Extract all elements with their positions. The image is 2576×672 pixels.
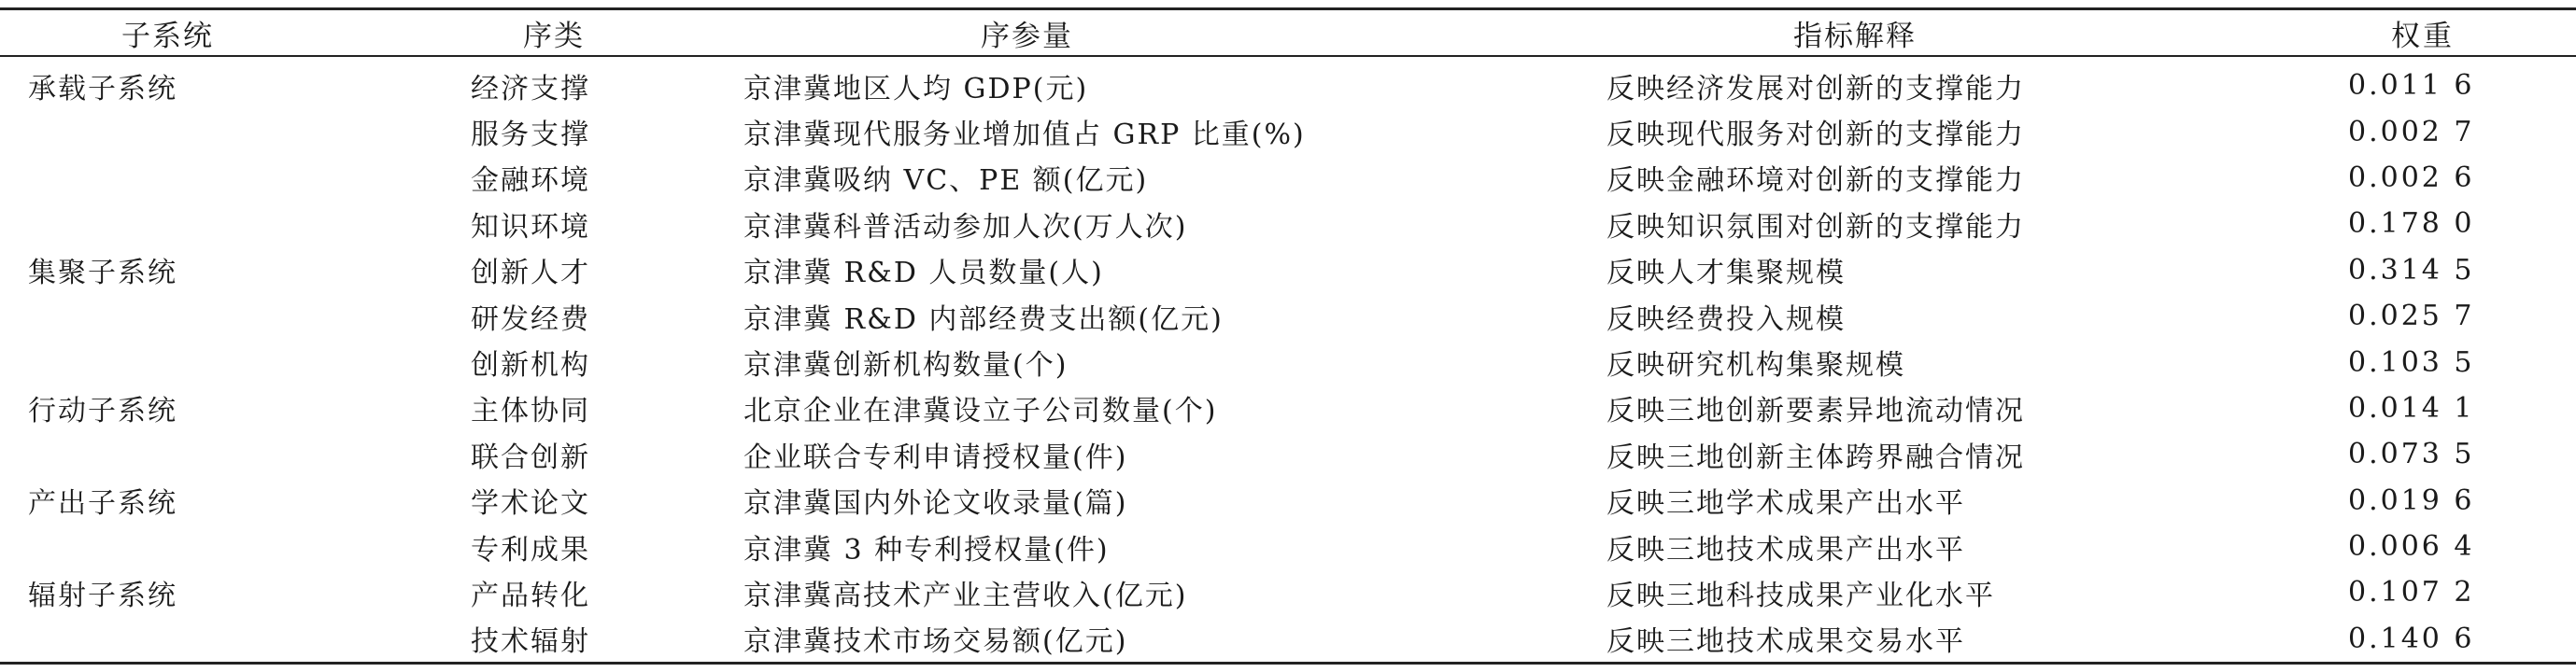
cell-weight: 0.006 4 xyxy=(2348,530,2475,564)
cell-category: 经济支撑 xyxy=(471,72,590,105)
cell-weight: 0.002 7 xyxy=(2348,115,2475,148)
cell-category: 研发经费 xyxy=(471,302,590,336)
cell-explanation: 反映三地创新要素异地流动情况 xyxy=(1606,395,2025,428)
cell-parameter: 京津冀地区人均 GDP(元) xyxy=(743,72,1089,105)
cell-parameter: 京津冀高技术产业主营收入(亿元) xyxy=(743,579,1188,612)
header-explanation: 指标解释 xyxy=(1793,19,1917,53)
cell-parameter: 京津冀科普活动参加人次(万人次) xyxy=(743,210,1188,244)
cell-weight: 0.002 6 xyxy=(2348,161,2475,194)
cell-category: 服务支撑 xyxy=(471,119,590,152)
cell-subsystem xyxy=(0,524,467,569)
indicator-table xyxy=(0,7,2576,665)
table-row xyxy=(0,108,2576,154)
cell-subsystem: 产出子系统 xyxy=(28,487,177,521)
cell-category: 学术论文 xyxy=(471,487,590,521)
table-row xyxy=(0,201,2576,246)
table-row xyxy=(0,385,2576,431)
table-row xyxy=(0,478,2576,524)
header-category: 序类 xyxy=(523,19,585,53)
cell-subsystem xyxy=(0,155,467,201)
cell-subsystem xyxy=(0,616,467,664)
cell-category: 专利成果 xyxy=(471,533,590,567)
cell-weight: 0.073 5 xyxy=(2348,438,2475,471)
cell-subsystem xyxy=(0,201,467,246)
cell-parameter: 京津冀技术市场交易额(亿元) xyxy=(743,625,1128,659)
cell-explanation: 反映金融环境对创新的支撑能力 xyxy=(1606,164,2025,198)
cell-explanation: 反映知识氛围对创新的支撑能力 xyxy=(1606,210,2025,244)
cell-explanation: 反映人才集聚规模 xyxy=(1606,257,1846,290)
cell-subsystem: 承载子系统 xyxy=(28,72,177,105)
table-row xyxy=(0,247,2576,293)
cell-subsystem xyxy=(0,431,467,477)
cell-explanation: 反映经费投入规模 xyxy=(1606,302,1846,336)
cell-weight: 0.025 7 xyxy=(2348,300,2475,333)
cell-weight: 0.014 1 xyxy=(2348,391,2475,425)
cell-subsystem xyxy=(0,293,467,339)
cell-explanation: 反映现代服务对创新的支撑能力 xyxy=(1606,119,2025,152)
cell-weight: 0.314 5 xyxy=(2348,253,2475,287)
cell-subsystem: 行动子系统 xyxy=(28,395,177,428)
cell-parameter: 京津冀 R&D 内部经费支出额(亿元) xyxy=(743,302,1224,336)
cell-parameter: 京津冀创新机构数量(个) xyxy=(743,349,1069,383)
cell-parameter: 北京企业在津冀设立子公司数量(个) xyxy=(743,395,1218,428)
cell-explanation: 反映三地技术成果产出水平 xyxy=(1606,533,1965,567)
cell-parameter: 京津冀国内外论文收录量(篇) xyxy=(743,487,1128,521)
cell-subsystem: 辐射子系统 xyxy=(28,579,177,612)
cell-category: 技术辐射 xyxy=(471,625,590,659)
table-row xyxy=(0,56,2576,108)
cell-weight: 0.178 0 xyxy=(2348,207,2475,241)
cell-parameter: 京津冀现代服务业增加值占 GRP 比重(%) xyxy=(743,119,1306,152)
header-parameter: 序参量 xyxy=(981,19,1073,53)
table-row xyxy=(0,569,2576,615)
cell-explanation: 反映研究机构集聚规模 xyxy=(1606,349,1905,383)
cell-subsystem xyxy=(0,339,467,385)
cell-weight: 0.011 6 xyxy=(2348,69,2475,103)
cell-parameter: 京津冀 3 种专利授权量(件) xyxy=(743,533,1110,567)
table-row xyxy=(0,339,2576,385)
cell-weight: 0.019 6 xyxy=(2348,483,2475,517)
table-row xyxy=(0,431,2576,477)
cell-category: 创新机构 xyxy=(471,349,590,383)
cell-category: 主体协同 xyxy=(471,395,590,428)
cell-category: 联合创新 xyxy=(471,441,590,474)
cell-explanation: 反映经济发展对创新的支撑能力 xyxy=(1606,72,2025,105)
cell-subsystem: 集聚子系统 xyxy=(28,257,177,290)
cell-category: 知识环境 xyxy=(471,210,590,244)
indicator-table-container xyxy=(0,7,2475,665)
cell-explanation: 反映三地技术成果交易水平 xyxy=(1606,625,1965,659)
header-subsystem: 子系统 xyxy=(121,19,214,53)
cell-parameter: 京津冀 R&D 人员数量(人) xyxy=(743,257,1104,290)
table-row xyxy=(0,293,2576,339)
cell-explanation: 反映三地学术成果产出水平 xyxy=(1606,487,1965,521)
cell-explanation: 反映三地创新主体跨界融合情况 xyxy=(1606,441,2025,474)
cell-weight: 0.140 6 xyxy=(2348,622,2475,655)
table-header xyxy=(0,9,2576,57)
cell-parameter: 京津冀吸纳 VC、PE 额(亿元) xyxy=(743,164,1149,198)
cell-subsystem xyxy=(0,108,467,154)
table-row xyxy=(0,524,2576,569)
cell-category: 产品转化 xyxy=(471,579,590,612)
cell-weight: 0.103 5 xyxy=(2348,345,2475,379)
cell-category: 金融环境 xyxy=(471,164,590,198)
cell-parameter: 企业联合专利申请授权量(件) xyxy=(743,441,1128,474)
header-row xyxy=(0,9,2576,57)
header-weight: 权重 xyxy=(2391,19,2455,53)
cell-weight: 0.107 2 xyxy=(2348,576,2475,609)
table-row xyxy=(0,616,2576,664)
cell-category: 创新人才 xyxy=(471,257,590,290)
cell-explanation: 反映三地科技成果产业化水平 xyxy=(1606,579,1995,612)
table-body xyxy=(0,56,2576,664)
table-row xyxy=(0,155,2576,201)
